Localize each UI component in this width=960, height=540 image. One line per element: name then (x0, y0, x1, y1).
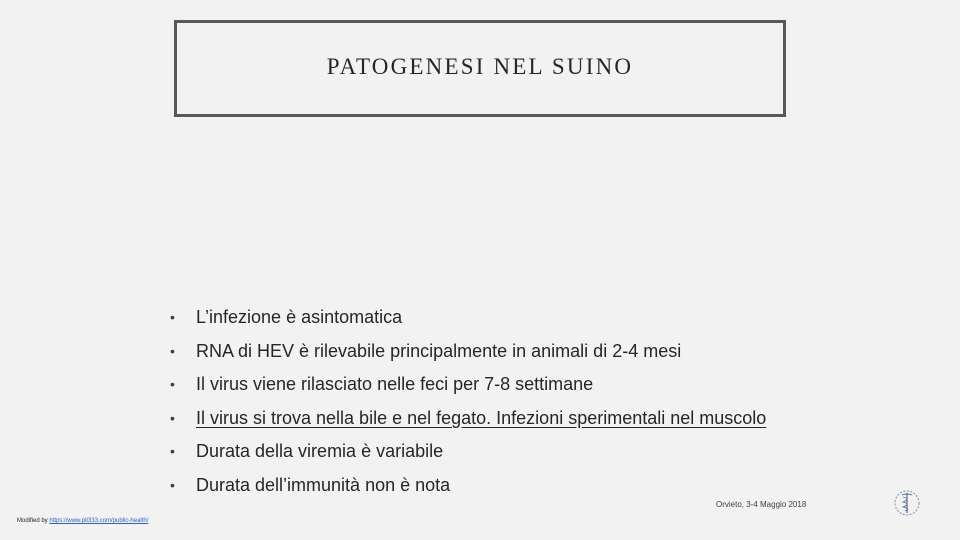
bullet-icon: • (170, 443, 175, 460)
bullet-item (170, 436, 860, 470)
footer-credit-link[interactable]: https://www.pit333.com/public-health/ (49, 518, 149, 524)
bullet-text: Durata dell’immunità non è nota (196, 474, 451, 495)
footer-credit-label: Modified by (17, 518, 50, 524)
bullet-icon: • (170, 376, 175, 393)
slide-title: PATOGENESI NEL SUINO (326, 53, 634, 79)
bullet-icon: • (170, 476, 175, 493)
bullet-icon: • (170, 309, 175, 325)
bullet-item (170, 336, 860, 370)
bullet-text-underlined: Il virus si trova nella bile e nel fegato. Infezioni sperimentali nel muscolo (196, 407, 767, 428)
bullet-icon: • (170, 409, 175, 426)
bullet-text: Il virus viene rilasciato nelle feci per 7-8 settimane (196, 374, 594, 395)
bullet-list (170, 302, 860, 504)
bullet-text: RNA di HEV è rilevabile principalmente in animali di 2-4 mesi (196, 340, 682, 361)
bullet-item (170, 470, 860, 504)
footer-credit (17, 518, 148, 524)
footer-date-location: Orvieto, 3-4 Maggio 2018 (716, 500, 807, 509)
bullet-item (170, 369, 860, 403)
bullet-text: L’infezione è asintomatica (196, 307, 403, 327)
title-box (174, 20, 786, 117)
bullet-item (170, 302, 860, 336)
bullet-icon: • (170, 342, 175, 359)
bullet-text: Durata della viremia è variabile (196, 441, 444, 462)
bullet-item (170, 403, 860, 437)
caduceus-seal-icon (893, 488, 921, 518)
